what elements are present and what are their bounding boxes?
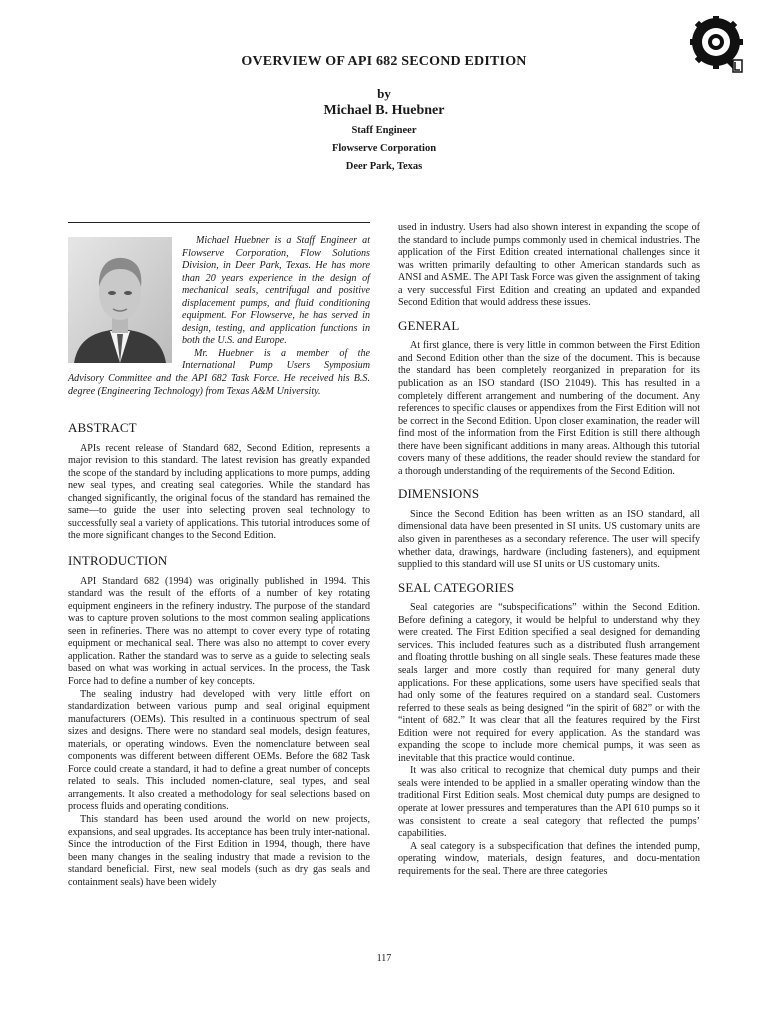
- intro-paragraph-2: The sealing industry had developed with very little effort on standardization between various pump and seal original equipment manufacturers (OEMs). This resulted in a continuous spectrum of seal sizes and designs. There were no standard seal models, design features, materials, or operating windows. Even the nomenclature between seal components was different between different OEMs. Before the 682 Task Force could create a standard, it had to define a great number of concepts related to seals. This included nomen-clature, seal types, and seal arrangements. It also created a methodology for seal selections based on process fluids and operating conditions.: [68, 688, 370, 813]
- bio-paragraph-2: Mr. Huebner is a member of the International Pump Users Symposium Advisory Committee and the API 682 Task Force. He received his B.S. degree (Engineering Technology) from Texas A&M University.: [68, 347, 370, 397]
- dimensions-paragraph: Since the Second Edition has been written as an ISO standard, all dimensional data have been presented in SI units. US customary units are also given in parentheses as a secondary reference. The user will specify whether data, drawings, hardware (including fasteners), and equipment supplied to this standard will use SI units or US customary units.: [398, 508, 700, 571]
- general-paragraph: At first glance, there is very little in common between the First Edition and Second Edition other than the size of the document. This is because the standard has been completely reorganized in preparation for its publication as an ISO standard (ISO 21049). This has resulted in a completely different arrangement and numbering of the document. Any references to specific clauses or appendixes from the First Edition will not be correct in the Second Edition. Upon closer examination, the reader will find most of the information from the First Edition is still there although there have been significant additions in many areas. Although this tutorial covers many of these additions, the reader should review the standard for a thorough understanding of the requirements of the Second Edition.: [398, 340, 700, 477]
- left-column: [68, 222, 370, 889]
- seal-categories-paragraph-1: Seal categories are “subspecifications” within the Second Edition. Before defining a category, it would be helpful to understand why they were created. The First Edition specified a seal designed for demanding services. This included features such as a distributed flush arrangement and floating throttle bushing on all single seals. These features made these seals larger and more costly than required for many general duty applications. For these applications, some users have specified seals that had only some of the features required on a standard seal. Customers referred to these seals as being designed “in the spirit of 682” or with the “intent of 682.” It was clear that all the features required by the First Edition were not required for every application. As the standard was expanding the scope to include more chemical pumps, it was seen as inevitable that this practice would continue.: [398, 602, 700, 764]
- author-name: Michael B. Huebner: [323, 103, 445, 118]
- byline-by: by: [377, 86, 391, 101]
- seal-categories-paragraph-2: It was also critical to recognize that chemical duty pumps and their seals were intended to be applied in a smaller operating window than the traditional First Edition seals. Most chemical duty pumps are designed to operate at lower pressures and temperatures than the API 610 pumps so it was consistent to create a seal category that reflected the pumps’ capabilities.: [398, 765, 700, 840]
- introduction-heading: INTRODUCTION: [68, 553, 168, 569]
- author-company: Flowserve Corporation: [331, 143, 437, 154]
- general-heading: GENERAL: [398, 317, 460, 333]
- bio-paragraph-1: Michael Huebner is a Staff Engineer at Flowserve Corporation, Flow Solutions Division, in Deer Park, Texas. He has more than 20 years experience in the design of mechanical seals, centrifugal and positive displacement pumps, and fluid conditioning equipment. For Flowserve, he has served in design, testing, and application functions in both the U.S. and Europe.: [182, 235, 370, 347]
- seal-categories-heading: SEAL CATEGORIES: [398, 579, 515, 595]
- author-location: Deer Park, Texas: [345, 161, 423, 172]
- bio-top-rule: [68, 222, 370, 223]
- author-position: Staff Engineer: [351, 125, 417, 136]
- page-number: 117: [376, 953, 392, 964]
- right-column: [398, 222, 700, 878]
- paper-title: OVERVIEW OF API 682 SECOND EDITION: [241, 54, 527, 69]
- intro-paragraph-3-continued: used in industry. Users had also shown interest in expanding the scope of the standard to include pumps commonly used in chemical industries. The application of the First Edition created international challenges since it was written primarily defaulting to other American standards such as ANSI and ASME. The API Task Force was given the assignment of taking a very successful First Edition and creating an updated and expanded Second Edition that would address these issues.: [398, 222, 700, 309]
- abstract-paragraph: APIs recent release of Standard 682, Second Edition, represents a major revision to this standard. The latest revision has greatly expanded the scope of the standard by including applications to more pumps, adding new seal types, and creating seal categories. While the standard has changed significantly, the original focus of the standard has remained the same—to guide the user into selecting proven seal technology to successfully seal a variety of applications. This tutorial introduces some of the more significant changes to the Second Edition.: [68, 442, 370, 542]
- abstract-heading: ABSTRACT: [68, 420, 137, 436]
- author-photo: [68, 237, 172, 363]
- dimensions-heading: DIMENSIONS: [398, 486, 480, 502]
- intro-paragraph-1: API Standard 682 (1994) was originally published in 1994. This standard was the result of the efforts of a number of key rotating equipment engineers in the refinery industry. The purpose of the standard was to capture proven solutions to the most common sealing applications seen in refineries. There was no attempt to cover every type of rotating equipment or mechanical seal. There was also no attempt to cover every application. Rather the standard was to serve as a guide to selecting seals based on what was working in actual services. In the process, the Task Force had to define a number of key concepts.: [68, 575, 370, 687]
- intro-paragraph-3: This standard has been used around the world on new projects, expansions, and seal upgrades. Its acceptance has been truly inter-national. Since the introduction of the First Edition in 1994, though, there have been many changes in the sealing industry that made a revision to the standard beneficial. First, new seal models (such as dry gas seals and containment seals) have been widely: [68, 813, 370, 888]
- seal-categories-paragraph-3: A seal category is a subspecification that defines the intended pump, operating window, materials, design features, and docu-mentation requirements for the seal. There are three categories: [398, 840, 700, 877]
- author-bio: [68, 235, 370, 398]
